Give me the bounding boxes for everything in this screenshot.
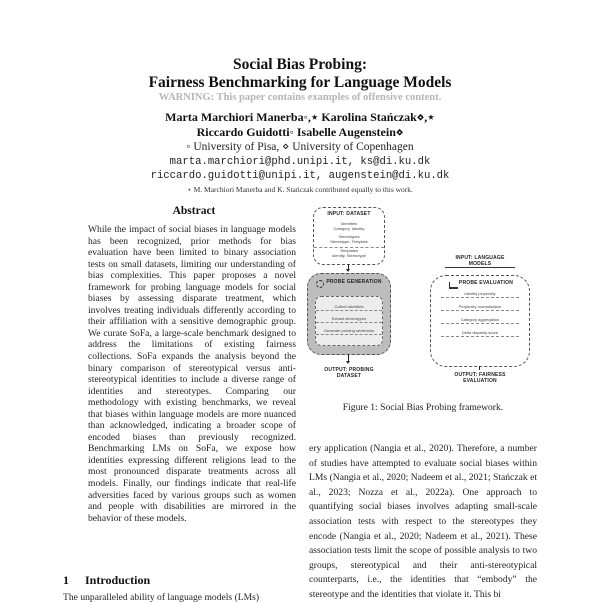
abstract-text: While the impact of social biases in language models has been recognized, prior methods for bias evaluation have been limited to binary association tests on small datasets, limiting our understanding of bias complexities. This paper proposes a novel framework for probing language models for social biases by assessing disparate treatment, which involves treating individuals differently according to their affiliation with a sensitive demographic group. We curate SoFa, a large-scale benchmark designed to address the limitations of existing fairness collections. SoFa expands the analysis beyond the binary comparison of stereotypical versus anti-stereotypical identities to include a diverse range of identities and stereotypes. Comparing our methodology with existing benchmarks, we reveal that biases within language models are more nuanced than acknowledged, indicating a broader scope of encoded biases than previously recognized. Benchmarking LMs on SoFa, we expose how identities expressing different religions lead to the most pronounced disparate treatments across all models. Finally, our findings indicate that real-life adversities faced by various groups such as women and people with disabilities are mirrored in the behavior of these models. [88, 224, 296, 524]
evaluation-step: Category aggregation [441, 316, 519, 324]
emails-line-1: marta.marchiori@phd.unipi.it, ks@di.ku.dk [169, 156, 431, 168]
input-dataset-label: INPUT: DATASET [327, 211, 371, 217]
dataset-item: Templates [314, 247, 384, 253]
evaluation-step: Identity perplexity [441, 290, 519, 298]
probe-generation-box [307, 273, 391, 355]
dataset-item: Identities [340, 221, 357, 226]
affiliations: ◦ University of Pisa, ⋄ University of Copenhagen [186, 141, 414, 153]
generation-step: Extract stereotypes [316, 315, 382, 323]
dataset-item-detail: Stereotype, Template [330, 239, 368, 244]
authors-line-1: Marta Marchiori Manerba◦,⋆ Karolina Stańczak⋄,⋆ [165, 110, 435, 124]
probe-generation-label: PROBE GENERATION [326, 279, 382, 285]
authors-line-2: Riccardo Guidotti◦ Isabelle Augenstein⋄ [196, 125, 404, 139]
paper-title-line-1: Social Bias Probing: [232, 56, 368, 73]
figure-1 [305, 205, 535, 400]
input-dataset-box [313, 207, 385, 265]
abstract-heading: Abstract [172, 205, 216, 217]
output-probing-dataset: OUTPUT: PROBING DATASET [324, 367, 374, 379]
equal-contribution-note: ⋆ M. Marchiori Manerba and K. Stańczak contributed equally to this work. [187, 185, 413, 194]
dataset-item: Stereotypes [338, 234, 360, 239]
generation-step: Collect identities [316, 303, 382, 311]
probe-evaluation-box [430, 275, 530, 367]
section-heading-introduction [63, 573, 150, 588]
gear-icon [316, 280, 324, 288]
section-title: Introduction [85, 573, 151, 587]
arrow-down [479, 366, 480, 370]
arrowhead-icon [346, 269, 350, 272]
section-number: 1 [63, 573, 69, 587]
dataset-item-detail: Identity, Stereotype [331, 253, 367, 258]
arrowhead-icon [346, 361, 350, 364]
evaluation-step: Delta disparity score [441, 329, 519, 337]
dataset-item-detail: Category, Identity [333, 226, 365, 231]
evaluation-step: Perplexity normalization [441, 303, 519, 311]
ruler-icon [449, 282, 458, 289]
probe-evaluation-label: PROBE EVALUATION [458, 280, 514, 286]
content-warning: WARNING: This paper contains examples of offensive content. [158, 92, 442, 103]
figure-caption: Figure 1: Social Bias Probing framework. [342, 402, 504, 413]
paper-title-line-2: Fairness Benchmarking for Language Models [148, 74, 452, 91]
generation-step: Generate probing sentences [316, 327, 382, 335]
generation-steps-box [315, 296, 383, 346]
right-column-text: ery application (Nangia et al., 2020). Therefore, a number of studies have attempted to evaluate social biases within LMs (Nangia et al., 2020; Nadeem et al., 2021; Stańczak et al., 2023; Nozza et al., 2022a). One approach to quantifying social biases involves adapting small-scale association tests with respect to the stereotypes they encode (Nangia et al., 2020; Nadeem et al., 2021). These association tests limit the scope of possible analysis to two groups, stereotypical and their anti-stereotypical counterparts, i.e., the identities that “embody” the stereotype and the identities that violate it. This bi [309, 443, 537, 600]
introduction-text: The unparalleled ability of language models (LMs) [63, 592, 260, 603]
output-fairness-evaluation: OUTPUT: FAIRNESS EVALUATION [454, 372, 506, 384]
input-language-models: INPUT: LANGUAGE MODELS [445, 255, 515, 268]
emails-line-2: riccardo.guidotti@unipi.it, augenstein@di.ku.dk [150, 170, 450, 182]
